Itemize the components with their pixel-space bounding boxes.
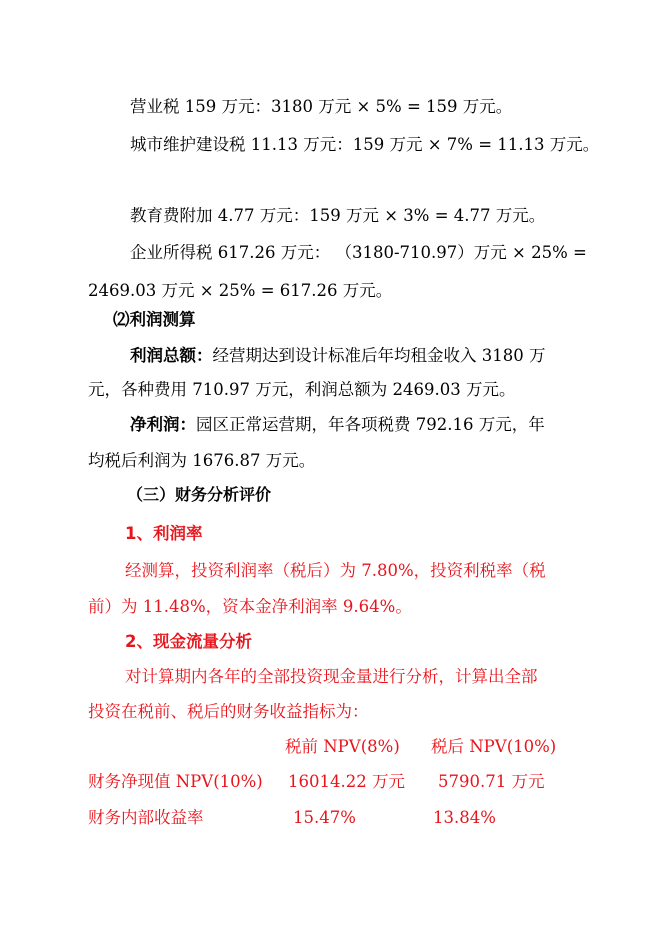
net-profit-text-1: 园区正常运营期，年各项税费 792.16 万元，年 xyxy=(196,415,545,434)
profit-heading: ⑵利润测算 xyxy=(113,310,196,329)
table-row-label: 财务内部收益率 xyxy=(88,808,204,827)
profit-rate-text-2: 前）为 11.48%，资本金净利润率 9.64%。 xyxy=(88,597,412,616)
corporate-tax-line-2: 2469.03 万元 × 25% = 617.26 万元。 xyxy=(88,281,393,300)
financial-analysis-heading: （三）财务分析评价 xyxy=(127,485,272,504)
urban-tax-line: 城市维护建设税 11.13 万元：159 万元 × 7% = 11.13 万元。 xyxy=(130,135,600,154)
col-header-post-tax: 税后 NPV(10%) xyxy=(431,737,557,756)
total-profit-line-1 xyxy=(130,346,545,366)
total-profit-label: 利润总额： xyxy=(130,346,213,365)
table-row-pre: 15.47% xyxy=(293,808,356,827)
profit-rate-heading: 1、利润率 xyxy=(125,524,203,543)
business-tax-line: 营业税 159 万元：3180 万元 × 5% = 159 万元。 xyxy=(130,97,513,116)
total-profit-text-1: 经营期达到设计标准后年均租金收入 3180 万 xyxy=(212,346,546,365)
profit-rate-text-1: 经测算，投资利润率（税后）为 7.80%，投资利税率（税 xyxy=(125,561,546,580)
net-profit-label: 净利润： xyxy=(130,415,196,434)
cash-flow-text-2: 投资在税前、税后的财务收益指标为： xyxy=(88,702,369,721)
col-header-pre-tax: 税前 NPV(8%) xyxy=(285,737,400,756)
education-fee-line: 教育费附加 4.77 万元：159 万元 × 3% = 4.77 万元。 xyxy=(130,206,546,225)
total-profit-line-2: 元，各种费用 710.97 万元，利润总额为 2469.03 万元。 xyxy=(88,380,516,399)
table-row-label: 财务净现值 NPV(10%) xyxy=(88,772,263,791)
table-row-post: 5790.71 万元 xyxy=(438,772,545,791)
table-row-pre: 16014.22 万元 xyxy=(288,772,405,791)
corporate-tax-line-1: 企业所得税 617.26 万元： （3180-710.97）万元 × 25% = xyxy=(130,243,587,262)
net-profit-line-2: 均税后利润为 1676.87 万元。 xyxy=(88,451,316,470)
cash-flow-text-1: 对计算期内各年的全部投资现金量进行分析，计算出全部 xyxy=(125,667,538,686)
table-row-post: 13.84% xyxy=(433,808,496,827)
cash-flow-heading: 2、现金流量分析 xyxy=(125,632,252,651)
net-profit-line-1 xyxy=(130,415,545,435)
